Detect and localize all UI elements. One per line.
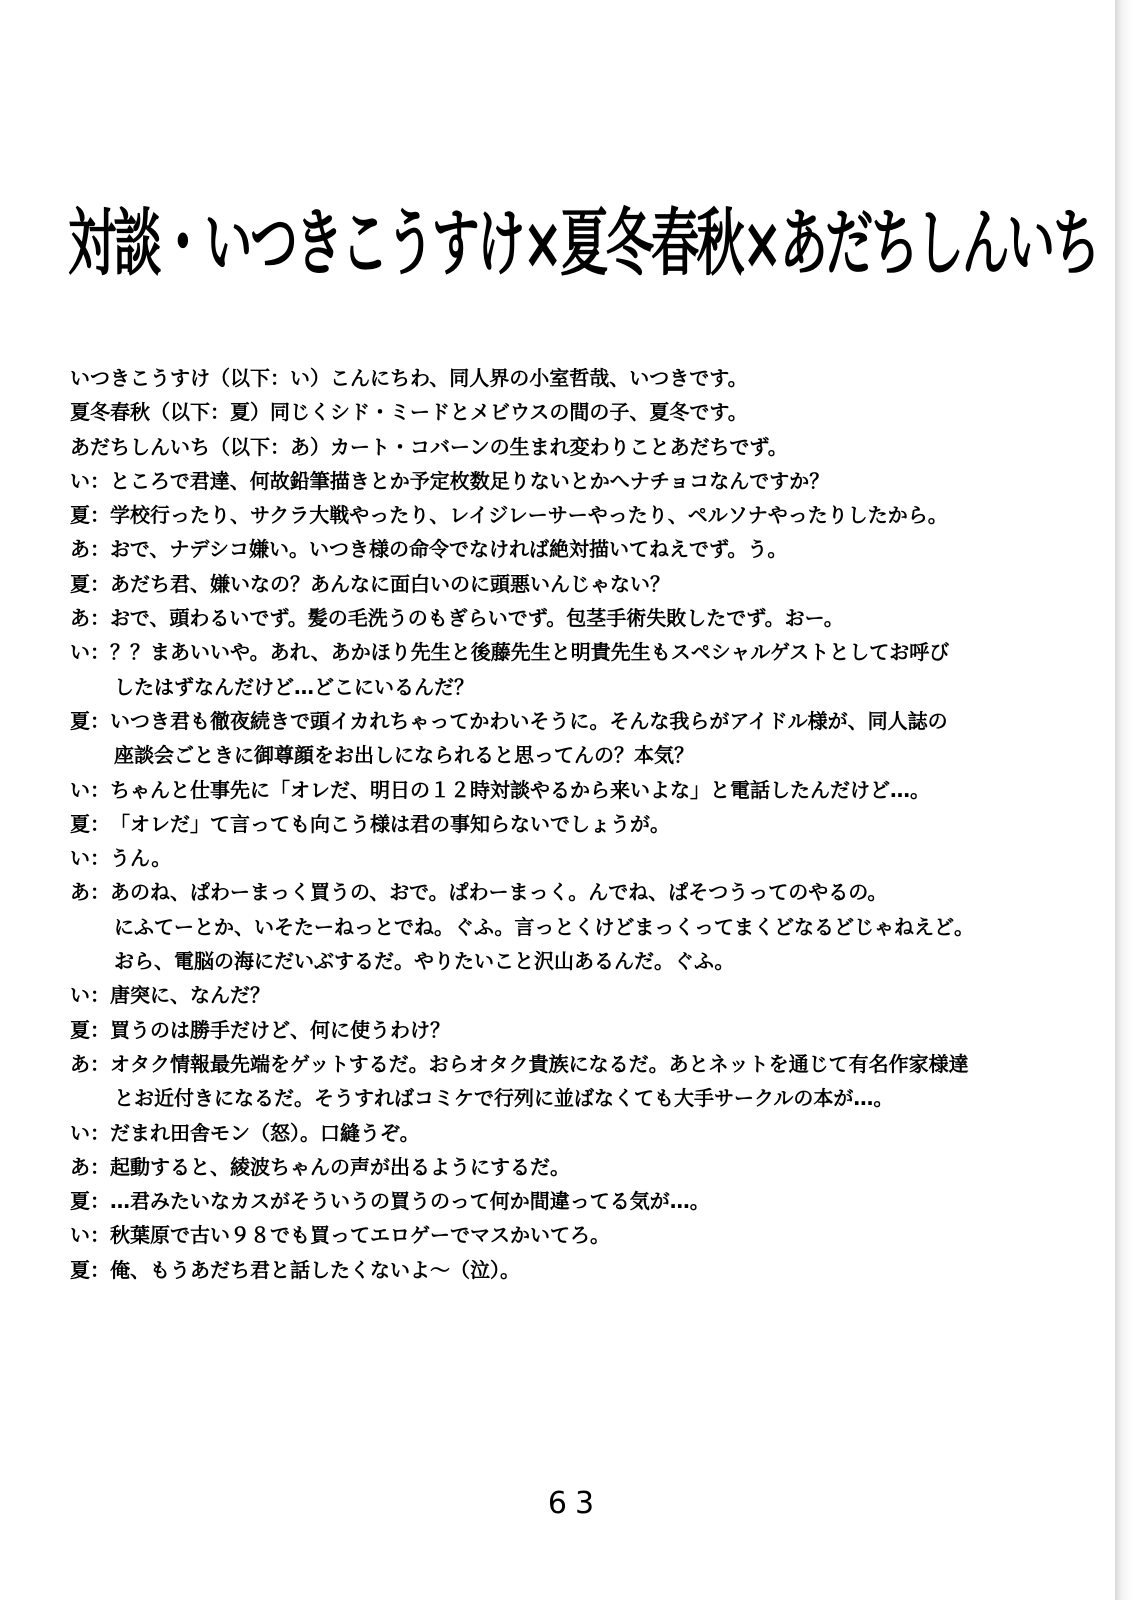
- dialogue-line: [70, 532, 1080, 566]
- speaker-label: い: [70, 777, 90, 802]
- speaker-label: い: [70, 846, 90, 871]
- speaker-separator: ：: [90, 1257, 110, 1282]
- dialogue-line: [70, 498, 1080, 532]
- dialogue-line: [70, 704, 1080, 738]
- continuation-indent: [70, 944, 114, 978]
- dialogue-text: あだち君、嫌いなの？あんなに面白いのに頭悪いんじゃない？: [110, 571, 670, 596]
- dialogue-text: うん。: [110, 846, 172, 871]
- dialogue-text: おら、電脳の海にだいぶするだ。やりたいこと沢山あるんだ。ぐふ。: [114, 949, 735, 974]
- speaker-separator: ：: [90, 503, 110, 528]
- page-edge-shadow: [1115, 0, 1133, 1600]
- speaker-separator: ：: [90, 640, 110, 665]
- dialogue-line: [70, 875, 1080, 909]
- speaker-separator: ：: [90, 811, 110, 836]
- speaker-label: 夏: [70, 708, 90, 733]
- speaker-separator: ：: [90, 606, 110, 631]
- dialogue-text: したはずなんだけど…どこにいるんだ？: [114, 674, 474, 699]
- dialogue-text: にふてーとか、いそたーねっとでね。ぐふ。言っとくけどまっくってまくどなるどじゃねえど。: [114, 914, 974, 939]
- dialogue-text: ？？まあいいや。あれ、あかほり先生と後藤先生と明貴先生もスペシャルゲストとしてお呼び: [110, 640, 950, 665]
- dialogue-line: [70, 910, 1080, 944]
- dialogue-text: とお近付きになるだ。そうすればコミケで行列に並ばなくても大手サークルの本が…。: [114, 1086, 894, 1111]
- dialogue-text: オタク情報最先端をゲットするだ。おらオタク貴族になるだ。あとネットを通じて有名作家様達: [110, 1051, 969, 1076]
- speaker-separator: ：: [90, 1017, 110, 1042]
- dialogue-text: 起動すると、綾波ちゃんの声が出るようにするだ。: [110, 1154, 570, 1179]
- dialogue-line: [70, 464, 1080, 498]
- speaker-label: あ: [70, 1051, 90, 1076]
- speaker-separator: ：: [90, 846, 110, 871]
- dialogue-line: [70, 1047, 1080, 1081]
- speaker-label: あ: [70, 1154, 90, 1179]
- dialogue-line: [70, 738, 1080, 772]
- speaker-label: い: [70, 1120, 90, 1145]
- dialogue-text: おで、頭わるいでず。髪の毛洗うのもぎらいでず。包茎手術失敗したでず。おー。: [110, 606, 844, 631]
- dialogue-text: だまれ田舎モン（怒）。口縫うぞ。: [110, 1120, 420, 1145]
- speaker-label: あ: [70, 606, 90, 631]
- speaker-separator: ：: [90, 983, 110, 1008]
- dialogue-text: おで、ナデシコ嫌い。いつき様の命令でなければ絶対描いてねえでず。う。: [110, 537, 788, 562]
- dialogue-line: [70, 361, 1080, 395]
- dialogue-text: いつき君も徹夜続きで頭イカれちゃってかわいそうに。そんな我らがアイドル様が、同人誌の: [110, 708, 948, 733]
- dialogue-line: [70, 978, 1080, 1012]
- dialogue-line: [70, 1184, 1080, 1218]
- dialogue-line: [70, 567, 1080, 601]
- dialogue-text: ところで君達、何故鉛筆描きとか予定枚数足りないとかへナチョコなんですか？: [110, 468, 830, 493]
- speaker-label: 夏: [70, 503, 90, 528]
- dialogue-text: …君みたいなカスがそういうの買うのって何か間違ってる気が…。: [110, 1189, 710, 1214]
- speaker-separator: ：: [90, 708, 110, 733]
- speaker-label: い: [70, 640, 90, 665]
- speaker-separator: ：: [90, 1189, 110, 1214]
- page-number: 63: [547, 1486, 603, 1521]
- speaker-label: い: [70, 1223, 90, 1248]
- speaker-label: い: [70, 468, 90, 493]
- speaker-label: 夏: [70, 1189, 90, 1214]
- speaker-separator: ：: [90, 1051, 110, 1076]
- dialogue-line: [70, 841, 1080, 875]
- dialogue-line: [70, 1150, 1080, 1184]
- speaker-separator: ：: [90, 468, 110, 493]
- dialogue-line: [70, 395, 1080, 429]
- dialogue-text: あのね、ぱわーまっく買うの、おで。ぱわーまっく。んでね、ぱそつうってのやるの。: [110, 880, 888, 905]
- dialogue-line: [70, 430, 1080, 464]
- speaker-label: 夏: [70, 1017, 90, 1042]
- continuation-indent: [70, 1081, 114, 1115]
- continuation-indent: [70, 738, 114, 772]
- dialogue-line: [70, 773, 1080, 807]
- speaker-separator: ：: [90, 571, 110, 596]
- dialogue-line: [70, 1218, 1080, 1252]
- dialogue-text: 座談会ごときに御尊顔をお出しになられると思ってんの？本気？: [114, 743, 694, 768]
- continuation-indent: [70, 670, 114, 704]
- dialogue-text: 俺、もうあだち君と話したくないよ～（泣）。: [110, 1257, 520, 1282]
- dialogue-line: [70, 1116, 1080, 1150]
- dialogue-text: 買うのは勝手だけど、何に使うわけ？: [110, 1017, 450, 1042]
- speaker-label: 夏: [70, 571, 90, 596]
- dialogue-line: [70, 670, 1080, 704]
- speaker-label: あ: [70, 537, 90, 562]
- dialogue-line: [70, 807, 1080, 841]
- dialogue-text: 唐突に、なんだ？: [110, 983, 270, 1008]
- speaker-separator: ：: [90, 1154, 110, 1179]
- speaker-separator: ：: [90, 880, 110, 905]
- page-title: 対談・いつきこうすけ×夏冬春秋×あだちしんいち: [68, 201, 1098, 286]
- dialogue-text: あだちしんいち（以下：あ）カート・コバーンの生まれ変わりことあだちでず。: [70, 434, 788, 459]
- speaker-separator: ：: [90, 1120, 110, 1145]
- dialogue-text: ちゃんと仕事先に「オレだ、明日の１２時対談やるから来いよな」と電話したんだけど…。: [110, 777, 930, 802]
- speaker-separator: ：: [90, 1223, 110, 1248]
- dialogue-text: 「オレだ」て言っても向こう様は君の事知らないでしょうが。: [110, 811, 670, 836]
- speaker-separator: ：: [90, 777, 110, 802]
- dialogue-line: [70, 944, 1080, 978]
- dialogue-line: [70, 1081, 1080, 1115]
- dialogue-line: [70, 1013, 1080, 1047]
- dialogue-text: いつきこうすけ（以下：い）こんにちわ、同人界の小室哲哉、いつきです。: [70, 366, 748, 390]
- dialogue-text: 学校行ったり、サクラ大戦やったり、レイジレーサーやったり、ペルソナやったりしたから。: [110, 503, 948, 528]
- speaker-separator: ：: [90, 537, 110, 562]
- dialogue-body: [70, 361, 1080, 1287]
- speaker-label: い: [70, 983, 90, 1008]
- speaker-label: 夏: [70, 1257, 90, 1282]
- dialogue-line: [70, 601, 1080, 635]
- dialogue-line: [70, 635, 1080, 669]
- dialogue-text: 秋葉原で古い９８でも買ってエロゲーでマスかいてろ。: [110, 1223, 610, 1248]
- speaker-label: あ: [70, 880, 90, 905]
- continuation-indent: [70, 910, 114, 944]
- dialogue-text: 夏冬春秋（以下：夏）同じくシド・ミードとメビウスの間の子、夏冬です。: [70, 400, 748, 425]
- speaker-label: 夏: [70, 811, 90, 836]
- dialogue-line: [70, 1253, 1080, 1287]
